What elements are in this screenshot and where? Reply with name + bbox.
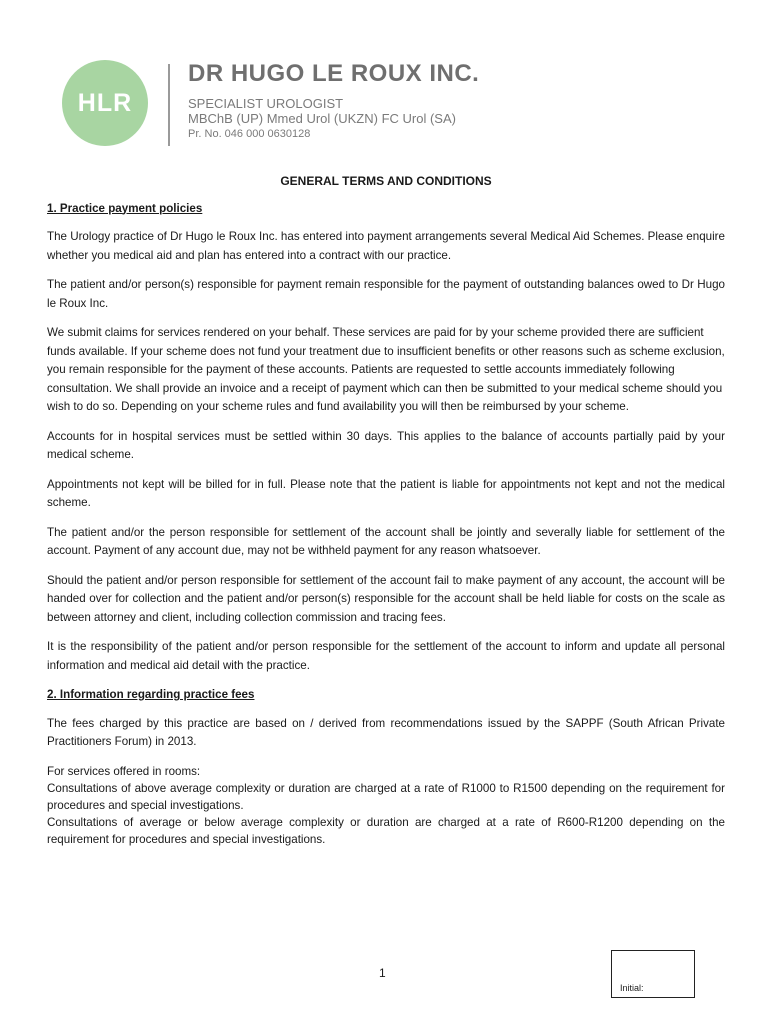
document-title: GENERAL TERMS AND CONDITIONS (280, 174, 492, 188)
logo-text: HLR (77, 88, 133, 117)
paragraph: The patient and/or the person responsible for settlement of the account shall be jointly and severally liable for settlement of the account. Payment of any account due, may not be withheld payment for any reason whatsoever. (47, 525, 725, 557)
paragraph: The patient and/or person(s) responsible for payment remain responsible for the payment of outstanding balances owed to Dr Hugo le Roux Inc. (47, 278, 725, 310)
section-heading-practice-fees: 2. Information regarding practice fees (47, 688, 255, 701)
initial-label: Initial: (620, 983, 644, 993)
paragraph: The fees charged by this practice are based on / derived from recommendations issued by the SAPPF (South African Private Practitioners Forum) in 2013. (47, 716, 725, 748)
fee-line: Consultations of average or below average complexity or duration are charged at a rate of R600-R1200 depending on the requirement for procedures and special investigations. (47, 815, 725, 846)
letterhead-divider (168, 64, 170, 146)
hlr-logo (62, 60, 148, 146)
rooms-label: For services offered in rooms: (47, 764, 201, 778)
paragraph: The Urology practice of Dr Hugo le Roux Inc. has entered into payment arrangements several Medical Aid Schemes. Please enquire whether you medical aid and plan has entered into a contract with our practice. (47, 230, 725, 262)
page-number: 1 (379, 966, 386, 980)
practice-qualifications: MBChB (UP) Mmed Urol (UKZN) FC Urol (SA) (188, 111, 456, 126)
paragraph: Should the patient and/or person responsible for settlement of the account fail to make payment of any account, the account will be handed over for collection and the patient and/or person(s) responsible for the account shall be held liable for costs on the scale as between attorney and client, including collection commission and tracing fees. (47, 573, 725, 624)
section-heading-payment-policies: 1. Practice payment policies (47, 201, 203, 215)
practice-specialty: SPECIALIST UROLOGIST (188, 96, 344, 111)
paragraph: Appointments not kept will be billed for in full. Please note that the patient is liable for appointments not kept and not the medical scheme. (47, 477, 725, 509)
paragraph: Accounts for in hospital services must be settled within 30 days. This applies to the balance of accounts partially paid by your medical scheme. (47, 429, 725, 461)
practice-number: Pr. No. 046 000 0630128 (188, 128, 311, 140)
fee-line: Consultations of above average complexity or duration are charged at a rate of R1000 to R1500 depending on the requirement for procedures and special investigations. (47, 781, 725, 812)
practice-name: DR HUGO LE ROUX INC. (188, 60, 480, 87)
document-body (47, 172, 725, 859)
paragraph: It is the responsibility of the patient and/or person responsible for the settlement of the account to inform and update all personal information and medical aid detail with the practice. (47, 640, 725, 672)
paragraph: We submit claims for services rendered on your behalf. These services are paid for by your scheme provided there are sufficient funds available. If your scheme does not fund your treatment due to insufficient benefits or other reasons such as scheme exclusion, you remain responsible for the payment of these accounts. Patients are requested to settle accounts immediately following consultation. We shall provide an invoice and a receipt of payment which can then be submitted to your medical scheme should you wish to do so. Depending on your scheme rules and fund availability you will then be reimbursed by your scheme. (47, 326, 725, 413)
letterhead (0, 0, 770, 160)
initial-box[interactable] (611, 950, 695, 998)
